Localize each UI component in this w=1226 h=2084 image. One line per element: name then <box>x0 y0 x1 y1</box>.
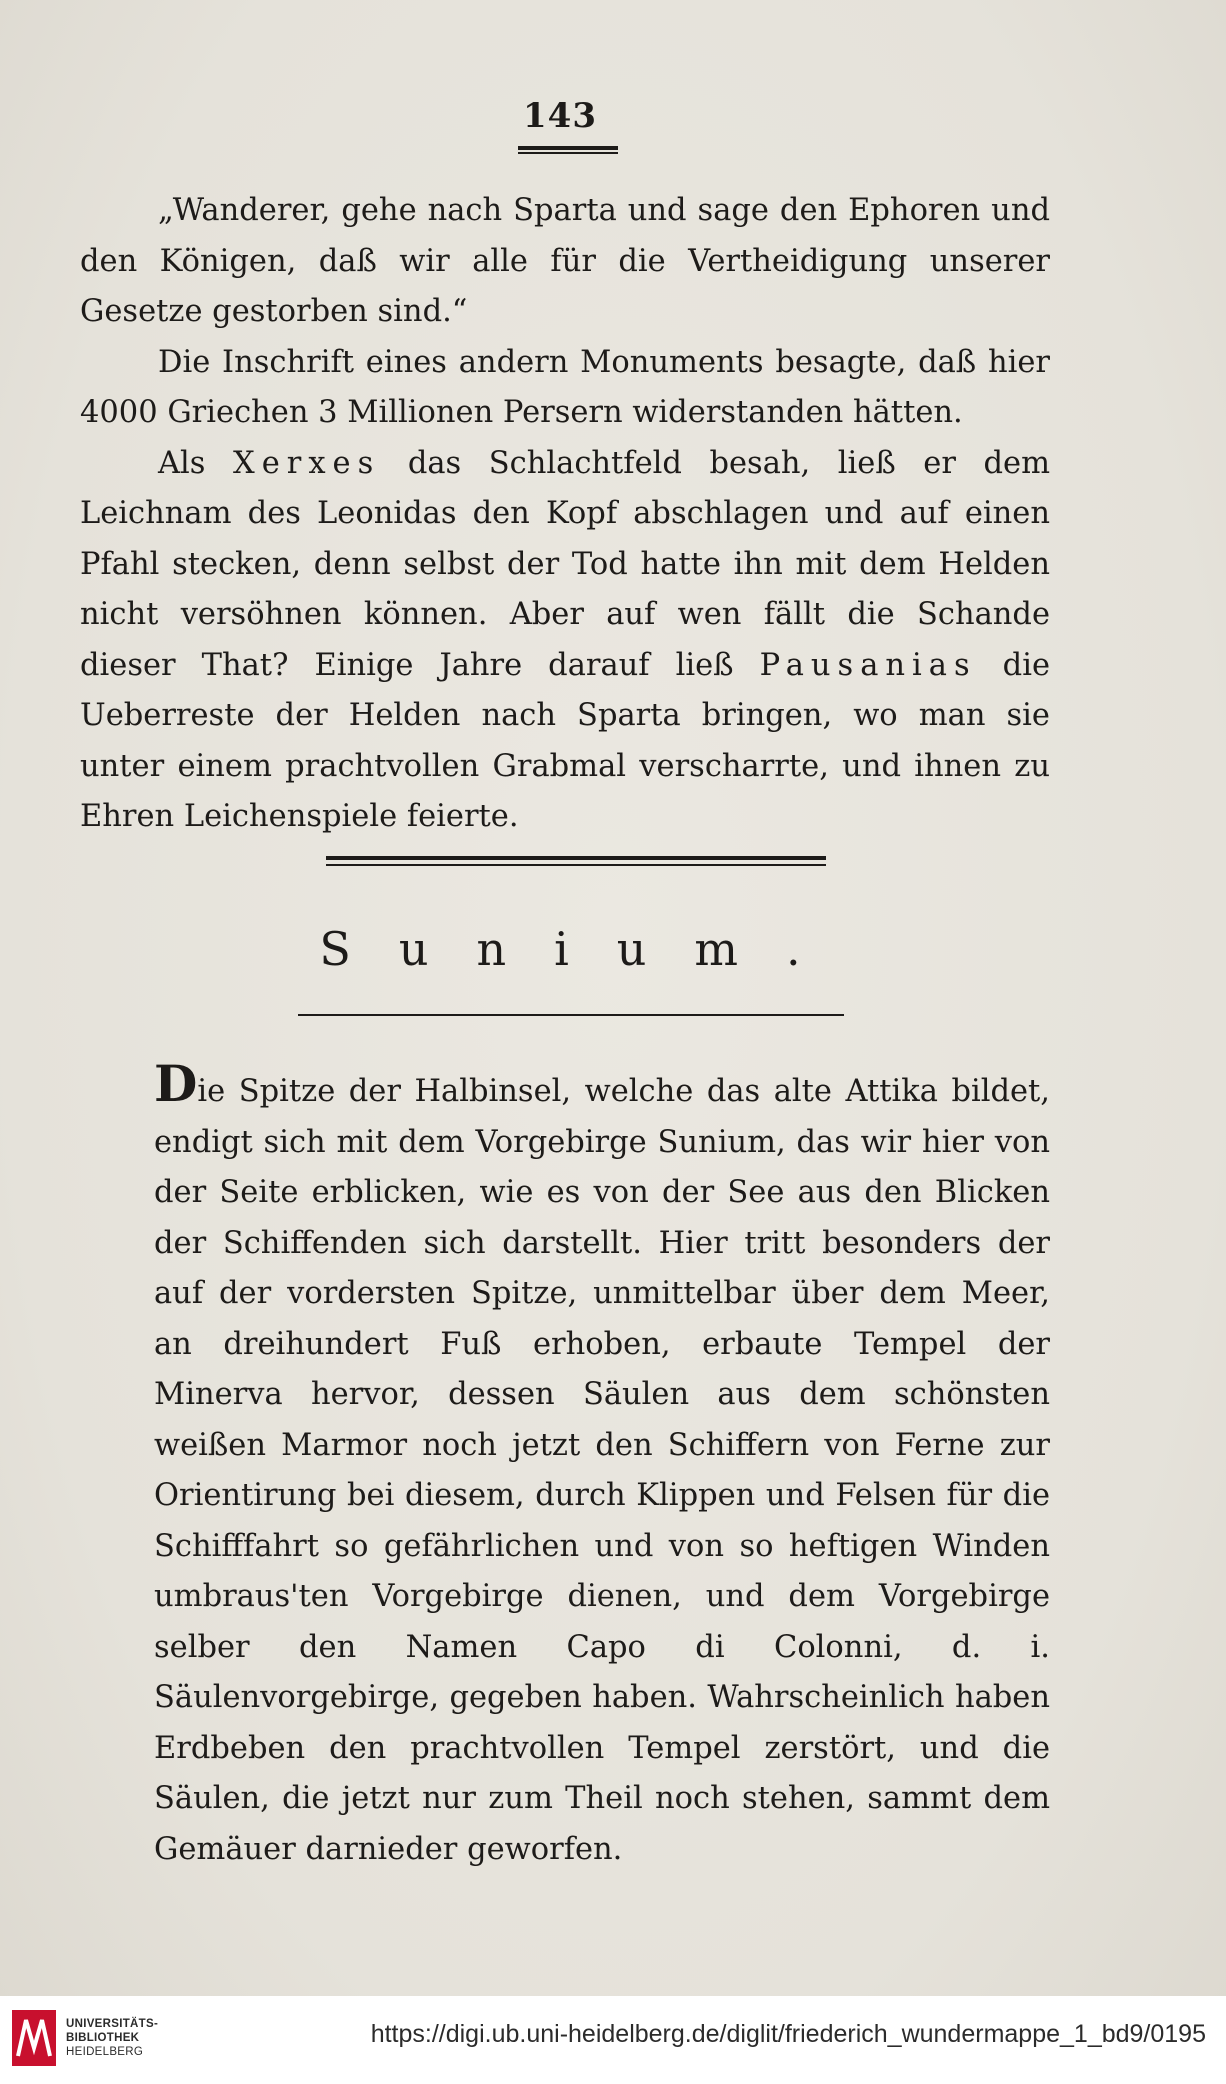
library-seal-icon <box>12 2010 56 2066</box>
xerxes-pre: Als <box>158 445 234 481</box>
epitaph-quote: „Wanderer, gehe nach Sparta und sage den Ephoren und den Königen, daß wir alle für die Vertheidigung unserer Gesetze gestorben sind.“ <box>80 193 1050 329</box>
library-logo <box>12 2010 158 2066</box>
top-text-block <box>80 186 1050 843</box>
xerxes-paragraph <box>80 439 1050 843</box>
xerxes-name: Xerxes <box>233 445 381 481</box>
xerxes-post: die Ueberreste der Helden nach Sparta bringen, wo man sie unter einem prachtvollen Grabmal verscharrte, und ihnen zu Ehren Leichenspiele feierte. <box>80 647 1050 834</box>
sunium-text-block <box>80 1054 1050 1875</box>
inscription-paragraph: Die Inschrift eines andern Monuments besagte, daß hier 4000 Griechen 3 Millionen Persern widerstanden hätten. <box>80 344 1050 430</box>
pausanias-name: Pausanias <box>759 647 977 683</box>
section-divider-thin <box>326 864 826 866</box>
library-footer <box>0 1996 1226 2084</box>
source-url-link[interactable]: https://digi.ub.uni-heidelberg.de/diglit/friederich_wundermappe_1_bd9/0195 <box>370 2020 1206 2048</box>
xerxes-mid: das Schlachtfeld besah, ließ er dem Leichnam des Leonidas den Kopf abschlagen und auf einen Pfahl stecken, denn selbst der Tod hatte ihn mit dem Helden nicht versöhnen können. Aber auf wen fällt die Schande dieser That? Einige Jahre darauf ließ <box>80 445 1050 683</box>
page-number: 143 <box>523 96 597 136</box>
title-underline <box>298 1014 844 1016</box>
library-name-line1: UNIVERSITÄTS- <box>66 2018 159 2030</box>
library-name-line3: HEIDELBERG <box>66 2046 144 2058</box>
page-number-rule-thin <box>518 152 618 154</box>
section-title: Sunium. <box>319 922 849 976</box>
sunium-body: ie Spitze der Halbinsel, welche das alte Attika bildet, endigt sich mit dem Vorgebirge Sunium, das wir hier von der Seite erblicken, wie es von der See aus den Blicken der Schiffenden sich darstellt. Hier tritt besonders der auf der vordersten Spitze, unmittelbar über dem Meer, an dreihundert Fuß erhoben, erbaute Tempel der Minerva hervor, dessen Säulen aus dem schönsten weißen Marmor noch jetzt den Schiffern von Ferne zur Orientirung bei diesem, durch Klippen und Felsen für die Schifffahrt so gefährlichen und von so heftigen Winden umbraus'ten Vorgebirge dienen, und dem Vorgebirge selber den Namen Capo di Colonni, d. i. Säulenvorgebirge, gegeben haben. Wahrscheinlich haben Erdbeben den prachtvollen Tempel zerstört, und die Säulen, die jetzt nur zum Theil noch stehen, sammt dem Gemäuer darnieder geworfen. <box>154 1074 1050 1867</box>
section-divider-thick <box>326 856 826 860</box>
page-number-rule-thick <box>518 146 618 150</box>
dropcap-letter: D <box>154 1054 198 1113</box>
library-name <box>66 2017 158 2059</box>
sunium-paragraph <box>80 1054 1050 1875</box>
library-name-line2: BIBLIOTHEK <box>66 2032 140 2044</box>
